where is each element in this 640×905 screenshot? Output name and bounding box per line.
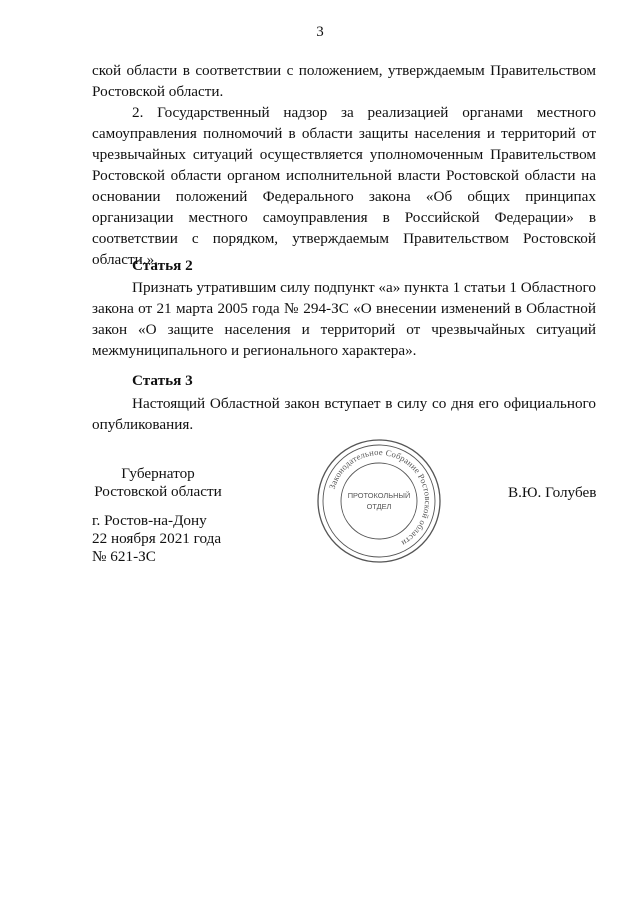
signing-details	[92, 512, 221, 566]
signatory-name: В.Ю. Голубев	[508, 484, 597, 501]
stamp-outer-ring	[318, 440, 440, 562]
article-2-heading-block	[92, 255, 596, 276]
stamp-inner-ring	[323, 445, 435, 557]
article-2-heading: Статья 2	[132, 257, 193, 274]
signatory-title-line2: Ростовской области	[94, 483, 222, 500]
stamp-ring-text: Законодательное Собрание Ростовской области	[326, 446, 434, 549]
law-number: № 621-ЗС	[92, 548, 156, 565]
signing-place: г. Ростов-на-Дону	[92, 512, 207, 529]
article-3-body	[92, 393, 596, 435]
signing-date: 22 ноября 2021 года	[92, 530, 222, 547]
stamp-center-line1: ПРОТОКОЛЬНЫЙ	[347, 491, 411, 500]
stamp-center-line2: ОТДЕЛ	[366, 502, 392, 511]
signatory-title	[92, 465, 224, 501]
paragraph-text: 2. Государственный надзор за реализацией органами местного самоуправления полномочий в области защиты населения и территорий от чрезвычайных ситуаций осуществляется уполномоченным Правительством Ростовской области органом исполнительной власти Ростовской области на основании положений Федерального закона «Об общих принципах организации местного самоуправления в Российской Федерации» в соответствии с порядком, утверждаемым Правительством Ростовской области.».	[92, 104, 596, 268]
paragraph-2	[92, 102, 596, 270]
official-stamp	[314, 436, 444, 566]
paragraph-continuation	[92, 60, 596, 102]
article-3-heading: Статья 3	[132, 372, 193, 389]
stamp-center-ring	[341, 463, 417, 539]
article-3-heading-block	[92, 370, 596, 391]
signatory-title-line1: Губернатор	[121, 465, 195, 482]
article-3-text: Настоящий Областной закон вступает в силу со дня его официального опубликования.	[92, 395, 596, 433]
article-2-body	[92, 277, 596, 361]
paragraph-text: ской области в соответствии с положением, утверждаемым Правительством Ростовской области.	[92, 62, 596, 100]
article-2-text: Признать утратившим силу подпункт «а» пункта 1 статьи 1 Областного закона от 21 марта 2005 года № 294-ЗС «О внесении изменений в Областной закон «О защите населения и территорий от чрезвычайных ситуаций межмуниципального и регионального характера».	[92, 279, 596, 359]
page-number: 3	[316, 24, 324, 40]
